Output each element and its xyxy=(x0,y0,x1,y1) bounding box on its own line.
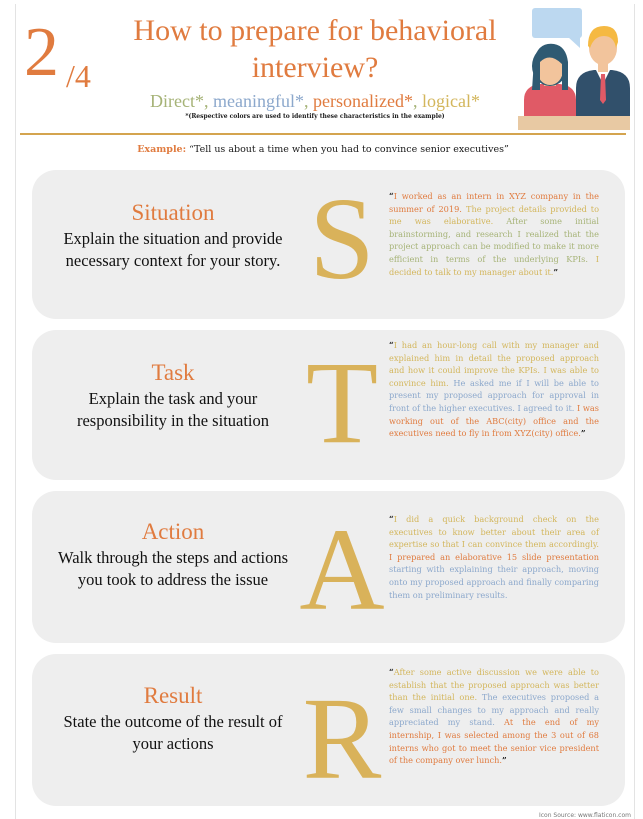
story-segment-gold: I decided to talk to my manager about it. xyxy=(389,253,600,277)
card-story xyxy=(389,666,599,767)
story-segment-dark: “ xyxy=(389,667,394,677)
trait-separator: , xyxy=(412,91,422,111)
story-segment-dark: ” xyxy=(553,266,559,277)
story-segment-dark: “ xyxy=(389,191,394,201)
card-heading: Task xyxy=(151,360,195,385)
story-segment-gold: The project details provided to me was elaborative. xyxy=(389,203,599,227)
trait-separator: , xyxy=(304,91,313,111)
star-letter: S xyxy=(309,173,375,304)
card-heading: Action xyxy=(141,519,205,544)
icon-credit: Icon Source: www.flaticon.com xyxy=(538,812,631,819)
story-segment-blue: The executives proposed a few small changes to my approach and really appreciated my stand. xyxy=(389,692,599,728)
story-segment-orange: I worked as an intern in XYZ company in the summer of 2019. xyxy=(389,191,599,214)
star-letter: R xyxy=(302,673,382,804)
story-segment-gold: I did a quick background check on the executives to know better about their area of expertise so that I can convince them accordingly. xyxy=(389,514,599,550)
page-title: How to prepare for behavioral interview? xyxy=(133,14,497,84)
story-segment-dark: ” xyxy=(580,428,586,439)
traits-line xyxy=(100,90,530,112)
story-segment-gold: I had an hour-long call with my manager and explained him in detail the proposed approach and how it could improve the KPIs. I was able to convince him. xyxy=(389,340,599,388)
story-segment-orange: At the end of my internship, I was selected among the 3 out of 68 interns who got to meet the senior vice president of the company over lunch. xyxy=(389,717,599,766)
story-segment-dark: ” xyxy=(502,755,507,766)
card-description: Walk through the steps and actions you took to address the issue xyxy=(57,548,289,589)
situation-card xyxy=(32,170,625,319)
star-letter: T xyxy=(305,337,379,468)
card-story xyxy=(389,190,599,278)
page-number-main: 2 xyxy=(24,14,59,91)
story-segment-blue: He asked me if I will be able to present my proposed approach for approval in front of the higher executives. I agreed to it. xyxy=(389,377,599,413)
example-prompt xyxy=(20,144,626,155)
story-segment-orange: I was working out of the ABC(city) office and the executives need to fly in from XYZ(city) office. xyxy=(389,402,599,439)
traits-footnote: *(Respective colors are used to identify these characteristics in the example) xyxy=(185,113,445,120)
action-card xyxy=(32,491,625,643)
example-question: “Tell us about a time when you had to convince senior executives” xyxy=(189,144,509,155)
story-segment-olive: After some initial brainstorming, and research I realized that the project approach can be modified to make it more efficient in terms of the underlying KPIs. xyxy=(389,216,599,264)
story-segment-dark: “ xyxy=(389,514,394,524)
star-letter: A xyxy=(299,504,385,635)
story-segment-orange: I prepared an elaborative 15 slide presentation xyxy=(389,551,599,562)
task-card xyxy=(32,330,625,480)
card-description: State the outcome of the result of your actions xyxy=(63,712,283,753)
interview-people-icon xyxy=(518,8,630,130)
story-segment-gold: After some active discussion we were able to establish that the proposed approach was better than the initial one. xyxy=(389,667,599,703)
gold-divider xyxy=(20,133,626,135)
trait-meaningful: meaningful* xyxy=(213,91,304,111)
card-story xyxy=(389,339,599,440)
card-heading: Situation xyxy=(131,200,215,225)
card-heading: Result xyxy=(143,683,203,708)
card-story xyxy=(389,513,599,601)
trait-separator: , xyxy=(204,91,214,111)
card-description: Explain the task and your responsibility in the situation xyxy=(76,389,270,430)
trait-logical: logical* xyxy=(421,91,480,111)
trait-personalized: personalized* xyxy=(313,91,413,111)
example-label: Example: xyxy=(137,144,187,155)
story-segment-blue: starting with explaining their approach, moving onto my proposed approach and finally comparing them on preliminary results. xyxy=(389,564,599,600)
trait-direct: Direct* xyxy=(150,91,205,111)
result-card xyxy=(32,654,625,806)
page-number-total: /4 xyxy=(66,58,91,94)
card-description: Explain the situation and provide necessary context for your story. xyxy=(63,229,283,270)
story-segment-dark: “ xyxy=(389,340,394,350)
story-segment-dark xyxy=(588,254,596,264)
